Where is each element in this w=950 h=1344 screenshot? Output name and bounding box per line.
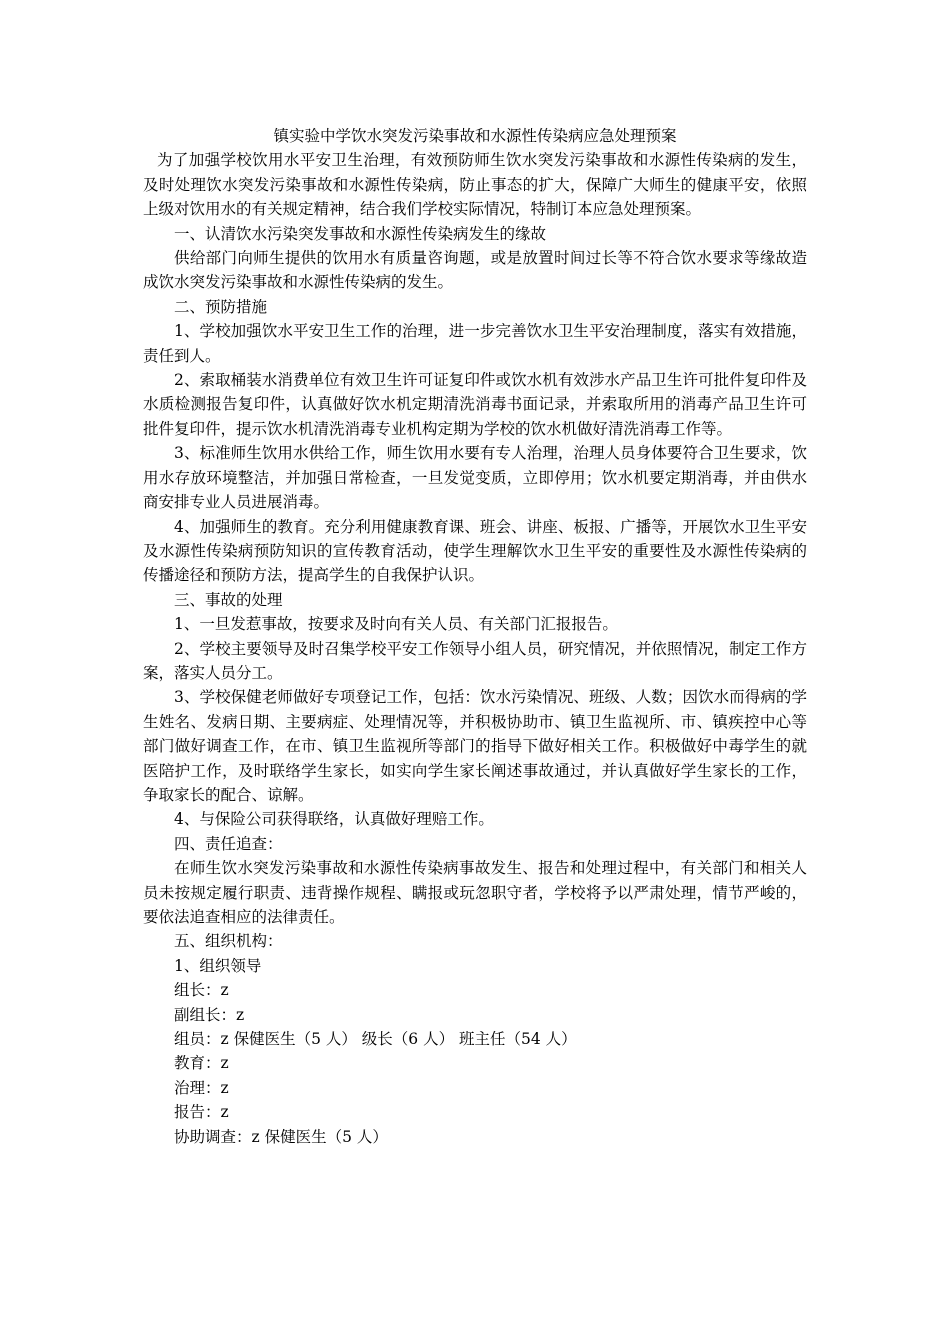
section-1-paragraph: 供给部门向师生提供的饮用水有质量咨询题，或是放置时间过长等不符合饮水要求等缘故造成饮水突发污染事故和水源性传染病的发生。: [143, 249, 807, 292]
section-2-heading: 二、预防措施: [174, 297, 268, 316]
org-line-deputy-leader: 副组长：z: [174, 1005, 245, 1024]
org-line-education: 教育：z: [174, 1054, 229, 1073]
document-title: 镇实验中学饮水突发污染事故和水源性传染病应急处理预案: [273, 127, 677, 145]
section-3-item: 2、学校主要领导及时召集学校平安工作领导小组人员，研究情况，并依照情况，制定工作方案，落实人员分工。: [143, 639, 807, 682]
section-3-item: 1、一旦发惹事故，按要求及时向有关人员、有关部门汇报报告。: [174, 615, 618, 634]
section-3-item: 4、与保险公司获得联络，认真做好理赔工作。: [174, 810, 494, 829]
org-line-leader: 组长：z: [174, 981, 229, 1000]
section-5-subheading: 1、组织领导: [174, 956, 262, 975]
section-2-item: 2、索取桶装水消费单位有效卫生许可证复印件或饮水机有效涉水产品卫生许可批件复印件及水质检测报告复印件，认真做好饮水机定期清洗消毒书面记录，并索取所用的消毒产品卫生许可批件复印件，提示饮水机清洗消毒专业机构定期为学校的饮水机做好清洗消毒工作等。: [143, 371, 807, 438]
section-2-item: 4、加强师生的教育。充分利用健康教育课、班会、讲座、板报、广播等，开展饮水卫生平安及水源性传染病预防知识的宣传教育活动，使学生理解饮水卫生平安的重要性及水源性传染病的传播途径和预防方法，提高学生的自我保护认识。: [143, 517, 807, 585]
section-2-item: 1、学校加强饮水平安卫生工作的治理，进一步完善饮水卫生平安治理制度，落实有效措施，责任到人。: [143, 322, 807, 365]
section-4-paragraph: 在师生饮水突发污染事故和水源性传染病事故发生、报告和处理过程中，有关部门和相关人员未按规定履行职责、违背操作规程、瞒报或玩忽职守者，学校将予以严肃处理，情节严峻的，要依法追查相应的法律责任。: [143, 859, 807, 926]
section-4-heading: 四、责任追查：: [174, 834, 283, 853]
section-3-item: 3、学校保健老师做好专项登记工作，包括：饮水污染情况、班级、人数；因饮水而得病的学生姓名、发病日期、主要病症、处理情况等，并积极协助市、镇卫生监视所、市、镇疾控中心等部门做好调查工作，在市、镇卫生监视所等部门的指导下做好相关工作。积极做好中毒学生的就医陪护工作，及时联络学生家长，如实向学生家长阐述事故通过，并认真做好学生家长的工作，争取家长的配合、谅解。: [143, 688, 807, 804]
org-line-assist-investigation: 协助调查：z 保健医生（5 人）: [174, 1127, 388, 1146]
org-line-report: 报告：z: [174, 1103, 229, 1122]
section-5-heading: 五、组织机构：: [174, 932, 283, 951]
org-line-management: 治理：z: [174, 1078, 229, 1097]
section-3-heading: 三、事故的处理: [174, 590, 283, 609]
document-page: [143, 124, 807, 1149]
org-line-members: 组员：z 保健医生（5 人） 级长（6 人） 班主任（54 人）: [174, 1030, 577, 1049]
section-2-item: 3、标准师生饮用水供给工作，师生饮用水要有专人治理，治理人员身体要符合卫生要求，饮用水存放环境整洁，并加强日常检查，一旦发觉变质，立即停用；饮水机要定期消毒，并由供水商安排专业人员进展消毒。: [143, 444, 807, 512]
section-1-heading: 一、认清饮水污染突发事故和水源性传染病发生的缘故: [174, 224, 547, 243]
intro-paragraph: 为了加强学校饮用水平安卫生治理，有效预防师生饮水突发污染事故和水源性传染病的发生，及时处理饮水突发污染事故和水源性传染病，防止事态的扩大，保障广大师生的健康平安，依照上级对饮用水的有关规定精神，结合我们学校实际情况，特制订本应急处理预案。: [143, 151, 807, 219]
